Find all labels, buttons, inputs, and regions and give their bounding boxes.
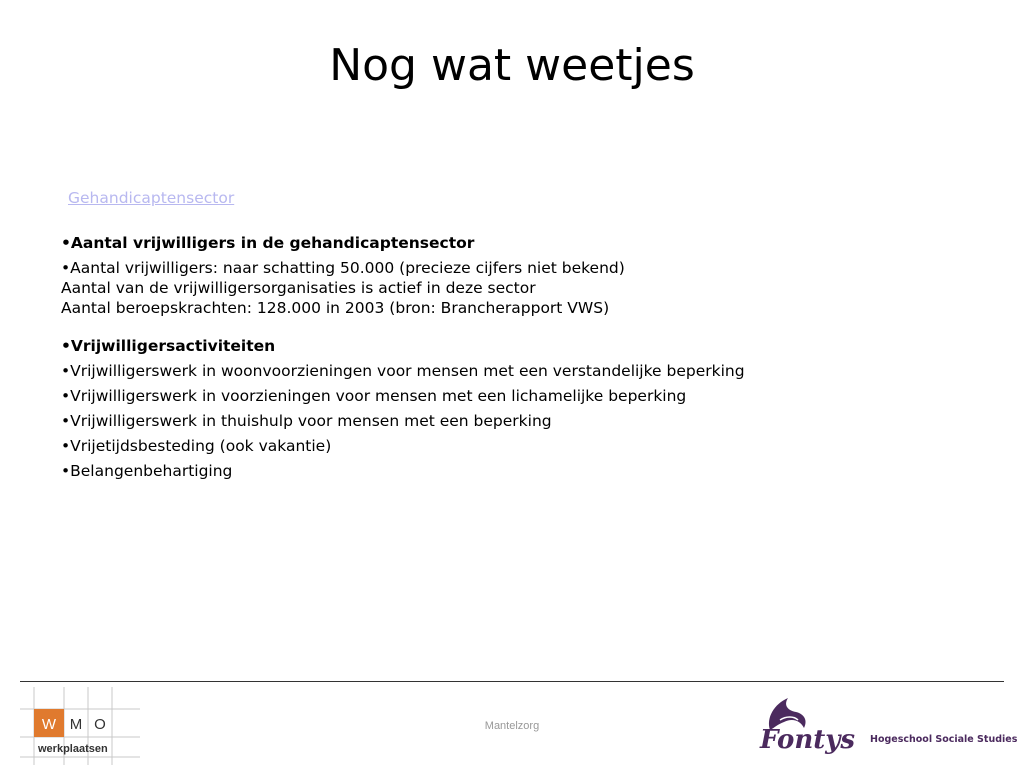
fontys-wordmark: Fontys [760,725,856,755]
list-item: •Belangenbehartiging [61,462,233,480]
slide-body [61,233,745,481]
list-item: •Vrijwilligerswerk in thuishulp voor mensen met een beperking [61,412,552,430]
body-line: Aantal beroepskrachten: 128.000 in 2003 (bron: Brancherapport VWS) [61,299,610,317]
slide-title: Nog wat weetjes [329,40,695,91]
fontys-logo [752,690,1018,758]
list-item: •Vrijetijdsbesteding (ook vakantie) [61,437,332,455]
section-heading-vrijwilligers: •Aantal vrijwilligers in de gehandicaptensector [61,234,475,252]
fontys-tagline: Hogeschool Sociale Studies [870,734,1018,745]
section-heading-activiteiten: •Vrijwilligersactiviteiten [61,337,276,355]
body-line: •Aantal vrijwilligers: naar schatting 50.000 (precieze cijfers niet bekend) [61,259,625,277]
body-line: Aantal van de vrijwilligersorganisaties is actief in deze sector [61,279,536,297]
footer-divider [20,681,1004,682]
wmo-letter-o: O [94,716,106,733]
wmo-letter-m: M [69,716,83,733]
list-item: •Vrijwilligerswerk in woonvoorzieningen voor mensen met een verstandelijke beperking [61,362,745,380]
gehandicaptensector-link[interactable]: Gehandicaptensector [68,189,235,207]
wmo-subtitle: werkplaatsen [38,743,108,755]
list-item: •Vrijwilligerswerk in voorzieningen voor mensen met een lichamelijke beperking [61,387,687,405]
footer-text: Mantelzorg [484,720,540,732]
wmo-letter-w: W [41,716,57,733]
